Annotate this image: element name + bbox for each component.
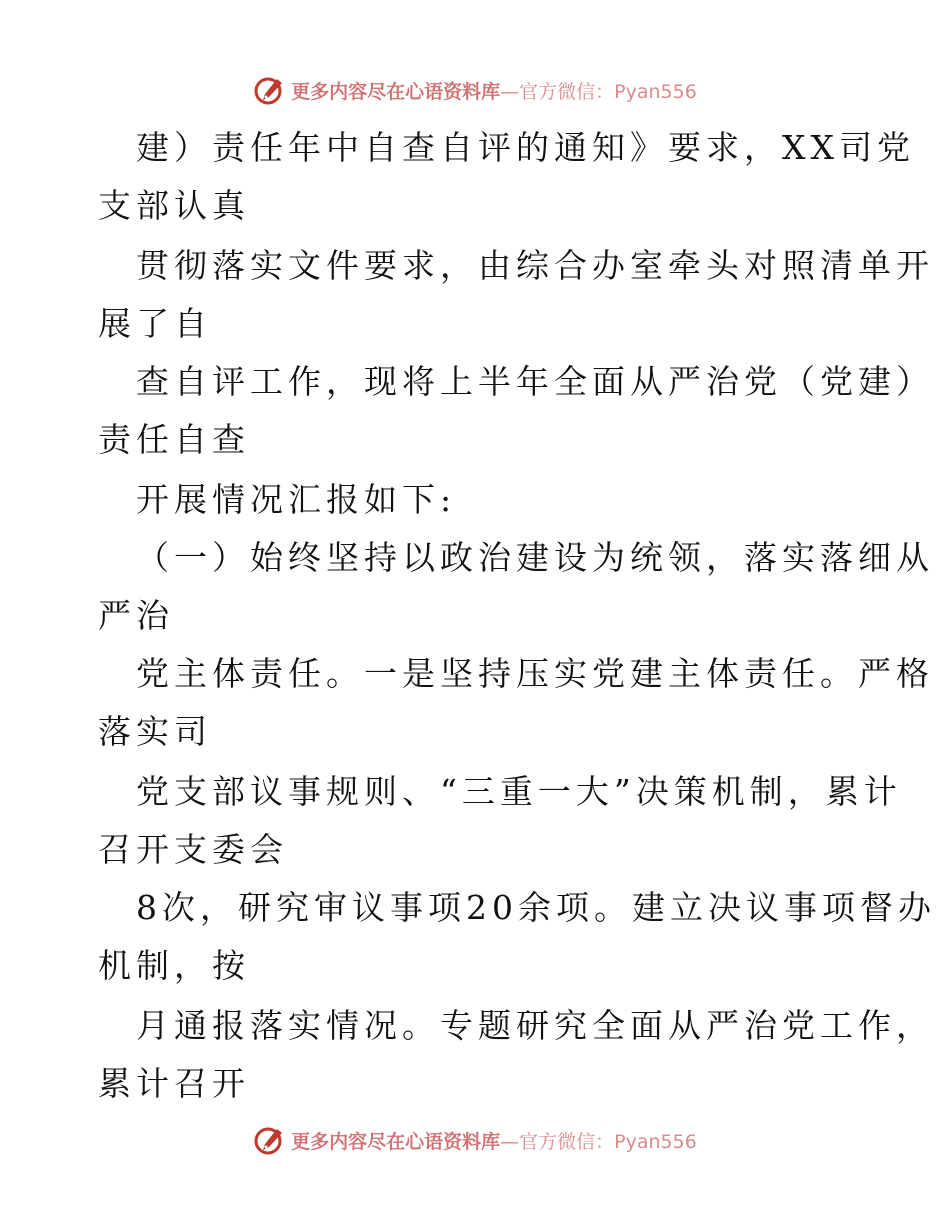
pen-nib-logo	[253, 1123, 287, 1157]
body-line-1: 建）责任年中自查自评的通知》要求，XX司党	[136, 128, 915, 167]
body-line-14: 8次，研究审议事项20余项。建立决议事项督办	[136, 888, 936, 927]
body-line-9: 严治	[98, 596, 174, 635]
body-line-12: 党支部议事规则、“三重一大”决策机制，累计	[136, 772, 902, 811]
body-line-11: 落实司	[98, 712, 212, 751]
body-line-7: 开展情况汇报如下:	[136, 480, 457, 519]
footer-watermark-wechat: —官方微信：Pyan556	[500, 1130, 697, 1153]
body-line-2: 支部认真	[98, 186, 250, 225]
body-line-16: 月通报落实情况。专题研究全面从严治党工作，	[136, 1006, 934, 1045]
footer-watermark-text	[291, 1127, 697, 1154]
body-line-13: 召开支委会	[98, 830, 288, 869]
footer-watermark	[0, 1120, 950, 1160]
footer-watermark-lead: 更多内容尽在心语资料库	[291, 1130, 501, 1153]
body-line-8: （一）始终坚持以政治建设为统领，落实落细从	[136, 538, 934, 577]
body-line-4: 展了自	[98, 304, 212, 343]
body-line-10: 党主体责任。一是坚持压实党建主体责任。严格	[136, 654, 934, 693]
header-watermark-wechat: —官方微信：Pyan556	[500, 80, 697, 103]
body-line-6: 责任自查	[98, 420, 250, 459]
body-line-15: 机制，按	[98, 946, 250, 985]
body-line-5: 查自评工作，现将上半年全面从严治党（党建）	[136, 362, 934, 401]
body-line-17: 累计召开	[98, 1064, 250, 1103]
body-line-3: 贯彻落实文件要求，由综合办室牵头对照清单开	[136, 246, 934, 285]
header-watermark-lead: 更多内容尽在心语资料库	[291, 80, 501, 103]
